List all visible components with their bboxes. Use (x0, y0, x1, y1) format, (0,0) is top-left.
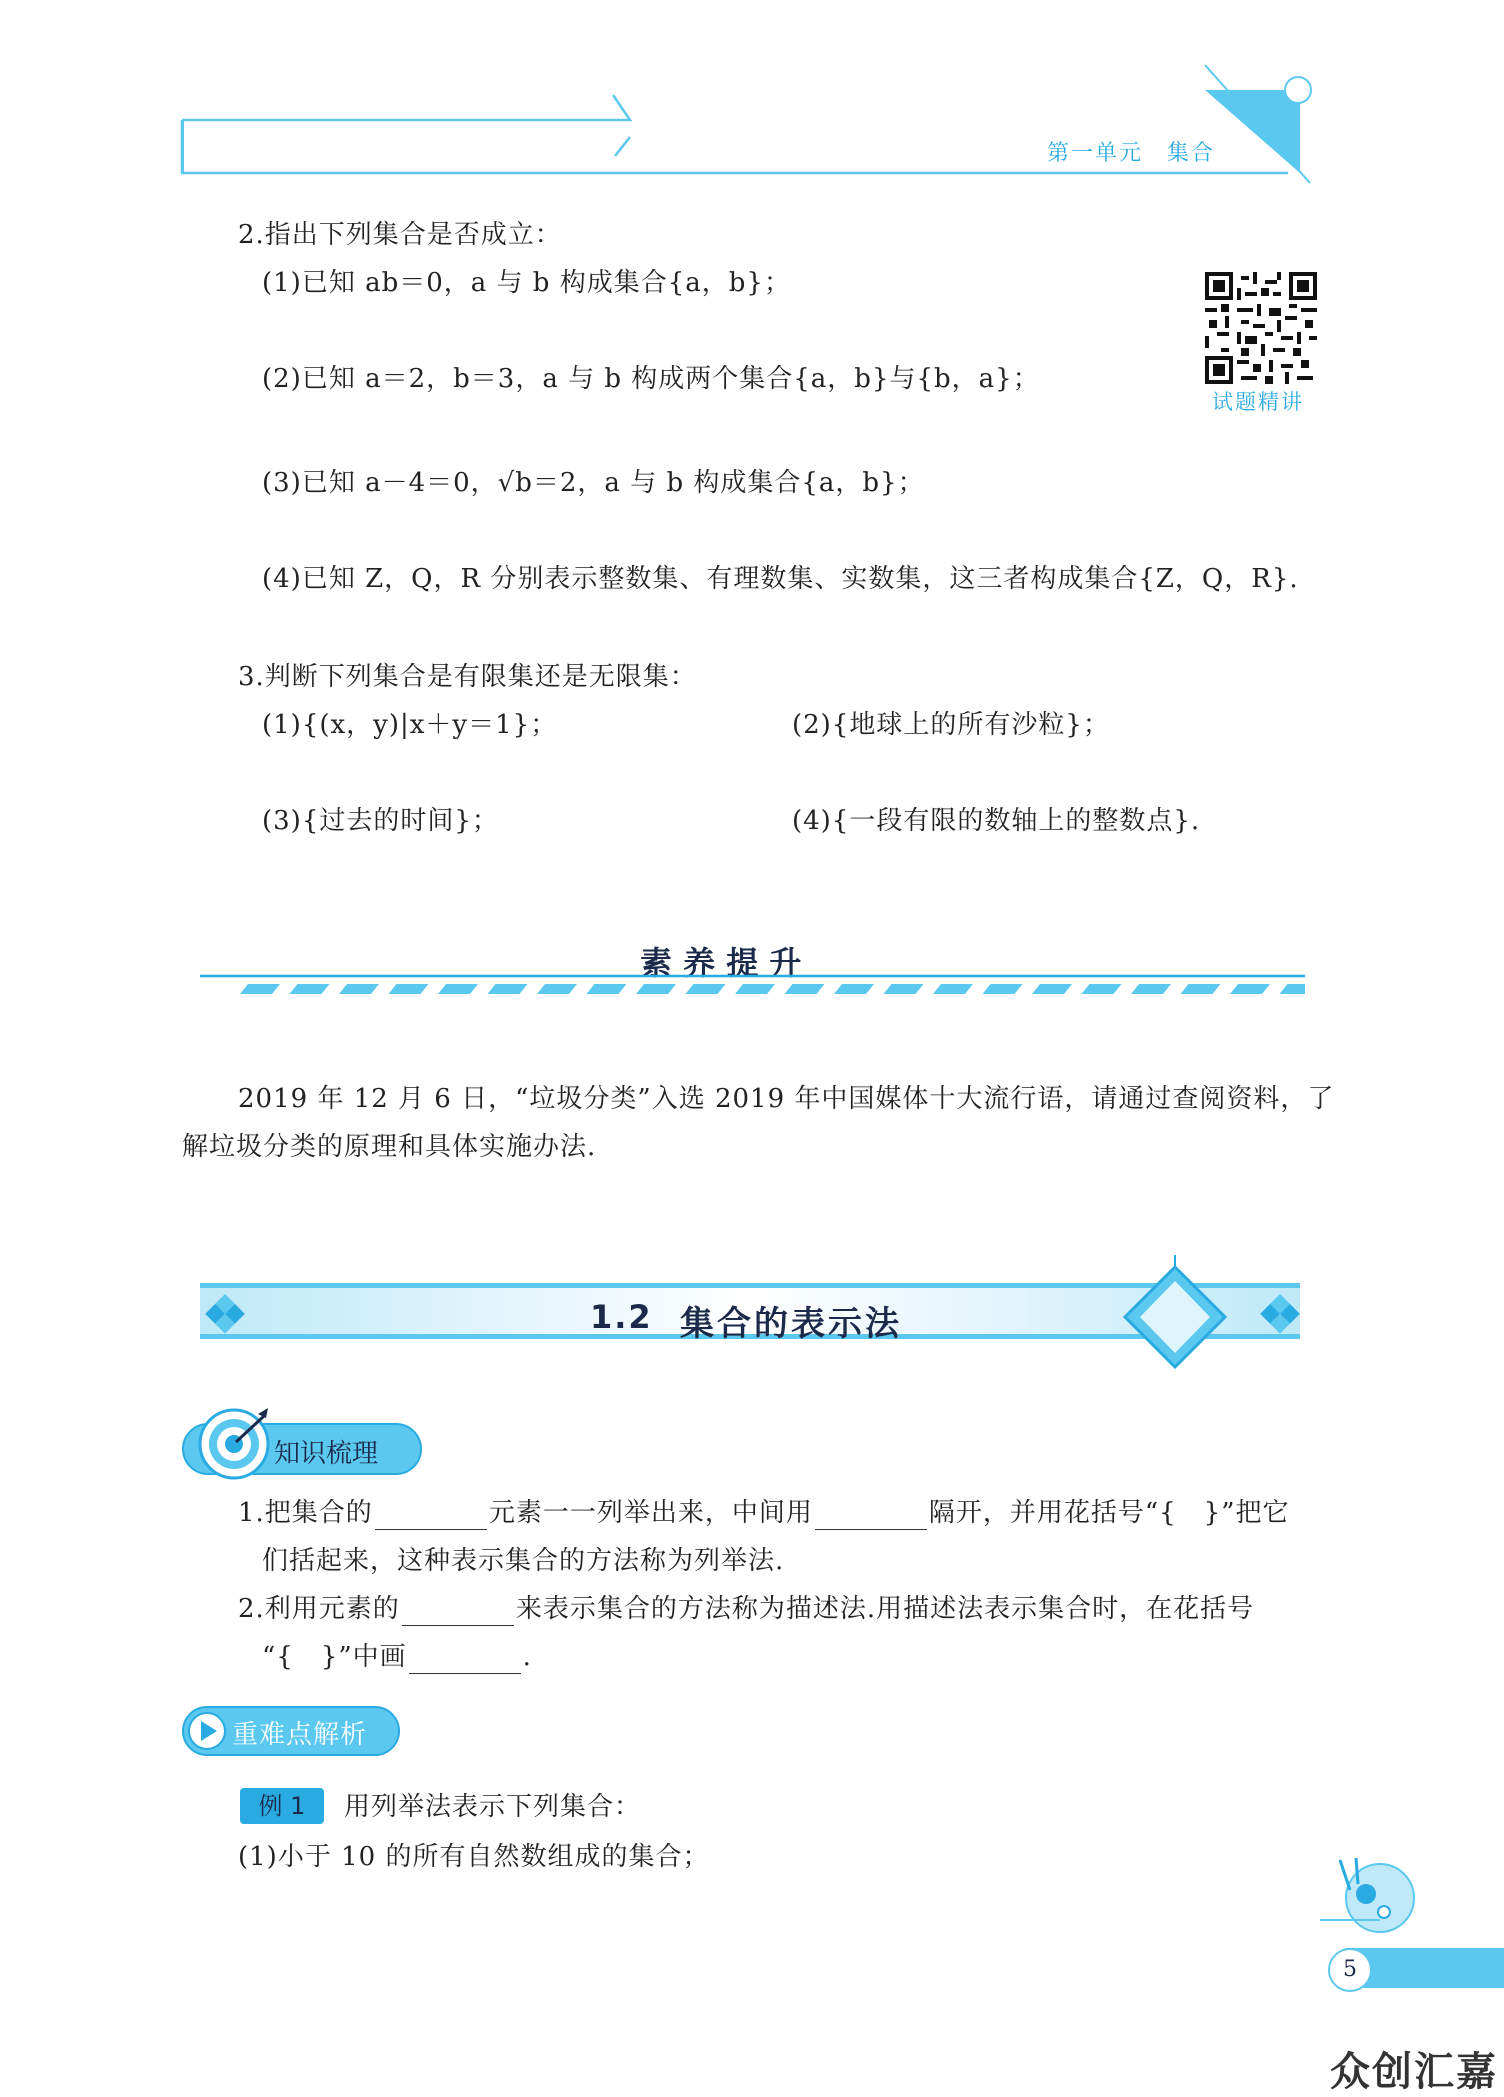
mascot-icon (1320, 1850, 1430, 1940)
exercise-3-item-3: (3){过去的时间}； (262, 806, 499, 836)
section-number: 1.2 (590, 1298, 653, 1336)
stripe-segment (488, 984, 528, 994)
stripe-segment (834, 984, 874, 994)
literacy-heading-stripes (200, 974, 1305, 1004)
qr-code-icon[interactable] (1205, 272, 1317, 384)
exercise-2-item-4: (4)已知 Z，Q，R 分别表示整数集、有理数集、实数集，这三者构成集合{Z，Q，R}. (262, 564, 1299, 594)
knowledge-line-1: 1.把集合的 元素一一列举出来，中间用 隔开，并用花括号“{ }”把它 (238, 1498, 1290, 1528)
stripe-segment (1032, 984, 1072, 994)
knowledge-line-2: 们括起来，这种表示集合的方法称为列举法. (262, 1546, 785, 1576)
exercise-2-title: 2.指出下列集合是否成立： (238, 220, 562, 250)
page-number: 5 (1328, 1948, 1372, 1992)
exercise-2-item-3: (3)已知 a－4＝0，√b＝2，a 与 b 构成集合{a，b}； (262, 468, 925, 498)
stripe-segment (240, 984, 280, 994)
stripe-segment (735, 984, 775, 994)
stripe-segment (1230, 984, 1270, 994)
example-text: 用列举法表示下列集合： (344, 1792, 642, 1822)
stripe-segment (290, 984, 330, 994)
fill-blank[interactable] (402, 1599, 514, 1626)
stripe-segment (587, 984, 627, 994)
stripe-segment (686, 984, 726, 994)
stripe-segment (438, 984, 478, 994)
unit-label: 第一单元 集合 (1047, 141, 1216, 166)
analysis-badge-label: 重难点解析 (232, 1720, 368, 1750)
knowledge-line-3: 2.利用元素的 来表示集合的方法称为描述法.用描述法表示集合时，在花括号 (238, 1594, 1255, 1624)
exercise-2-item-2: (2)已知 a＝2，b＝3，a 与 b 构成两个集合{a，b}与{b，a}； (262, 364, 1040, 394)
stripe-segment (537, 984, 577, 994)
fill-blank[interactable] (375, 1503, 487, 1530)
watermark: 众创汇嘉 (1330, 2049, 1498, 2095)
fill-blank[interactable] (815, 1503, 927, 1530)
exercise-3-item-4: (4){一段有限的数轴上的整数点}. (792, 806, 1201, 836)
knowledge-line-4: “{ }”中画 . (262, 1642, 532, 1672)
stripe-segment (339, 984, 379, 994)
fill-blank[interactable] (409, 1647, 521, 1674)
exercise-2-item-1: (1)已知 ab＝0，a 与 b 构成集合{a，b}； (262, 268, 791, 298)
section-title: 集合的表示法 (680, 1304, 902, 1344)
exercise-3-item-1: (1){(x，y)|x＋y＝1}； (262, 710, 558, 740)
stripe-segment (785, 984, 825, 994)
example-item-1: (1)小于 10 的所有自然数组成的集合； (238, 1842, 710, 1872)
stripe-segment (1280, 984, 1306, 994)
exercise-3-title: 3.判断下列集合是有限集还是无限集： (238, 662, 697, 692)
literacy-line-2: 解垃圾分类的原理和具体实施办法. (182, 1132, 597, 1162)
example-label: 例 1 (240, 1788, 324, 1824)
stripe-segment (1131, 984, 1171, 994)
literacy-heading: 素 养 提 升 (640, 944, 802, 982)
stripe-segment (389, 984, 429, 994)
analysis-badge (182, 1706, 400, 1756)
stripe-segment (636, 984, 676, 994)
exercise-3-item-2: (2){地球上的所有沙粒}； (792, 710, 1110, 740)
literacy-line-1: 2019 年 12 月 6 日，“垃圾分类”入选 2019 年中国媒体十大流行语，请通过查阅资料，了 (238, 1084, 1335, 1114)
stripe-segment (884, 984, 924, 994)
qr-caption: 试题精讲 (1212, 390, 1304, 414)
play-icon (188, 1712, 226, 1750)
stripe-segment (1082, 984, 1122, 994)
stripe-segment (983, 984, 1023, 994)
stripe-segment (933, 984, 973, 994)
header-decoration (170, 55, 1340, 195)
target-icon (196, 1404, 274, 1482)
stripe-segment (1181, 984, 1221, 994)
knowledge-badge-label: 知识梳理 (274, 1439, 379, 1469)
